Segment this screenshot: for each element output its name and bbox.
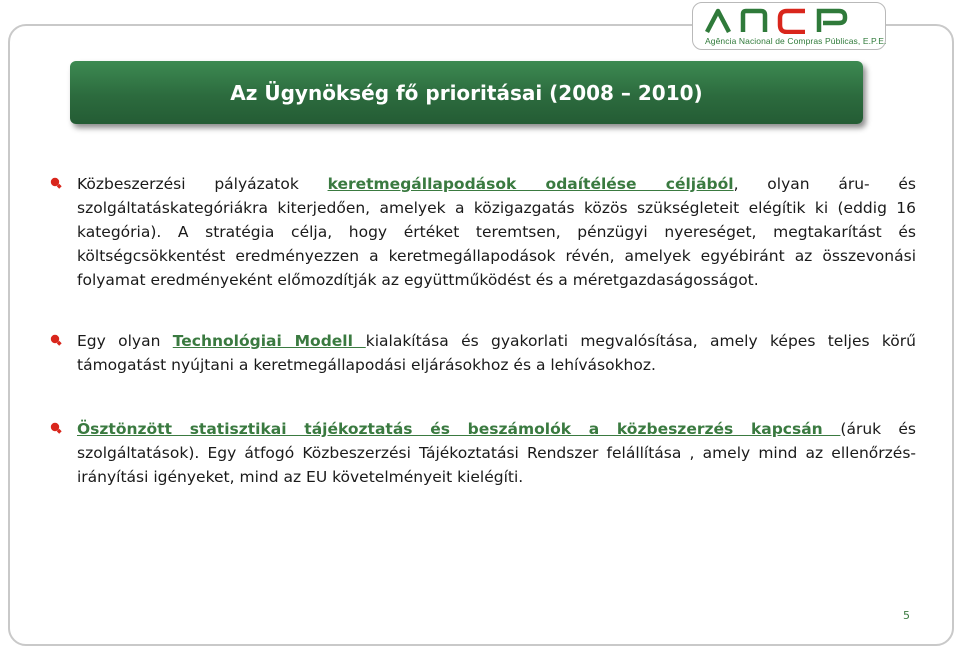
bullet-item xyxy=(50,172,916,292)
statistics-reporting-link[interactable]: Ösztönzött statisztikai tájékoztatás és beszámolók a közbeszerzés kapcsán xyxy=(77,420,841,438)
form-code-label xyxy=(0,549,1,585)
bullet-text-post: , olyan áru- és szolgáltatáskategóriákra kiterjedően, amelyek a közigazgatás közös szükségleteit elégítik ki (eddig 16 kategória). A stratégia célja, hogy értéket teremtsen, pénzügyi nyereséget, megtakarítást és költségcsökkentést eredményezzen a keretmegállapodások révén, amelyek egyébiránt az összevonási folyamat eredményeként előmozdítják az együttműködést és a méretgazdaságosságot. xyxy=(77,175,916,289)
ancp-wordmark-icon xyxy=(703,8,875,34)
bullet-text xyxy=(77,172,916,292)
bullet-icon xyxy=(50,422,62,434)
bullet-icon xyxy=(50,334,62,346)
framework-agreements-link[interactable]: keretmegállapodások odaítélése céljából xyxy=(327,175,734,193)
title-bar xyxy=(70,61,863,124)
bullet-text xyxy=(77,329,916,377)
bullet-item xyxy=(50,329,916,377)
slide-title: Az Ügynökség fő prioritásai (2008 – 2010) xyxy=(230,80,703,105)
bullet-icon xyxy=(50,177,62,189)
logo-subtitle: Agência Nacional de Compras Públicas, E.P.E. xyxy=(705,36,887,46)
bullet-text xyxy=(77,417,916,489)
technology-model-link[interactable]: Technológiai Modell xyxy=(172,332,366,350)
bullet-text-post: kialakítása és gyakorlati megvalósítása, amely képes teljes körű támogatást nyújtani a keretmegállapodási eljárásokhoz és a lehívásokhoz. xyxy=(77,332,916,374)
page-number: 5 xyxy=(903,609,910,622)
bullet-list xyxy=(50,172,916,489)
bullet-text-pre: Közbeszerzési pályázatok xyxy=(77,175,328,193)
ancp-logo xyxy=(692,2,886,50)
bullet-item xyxy=(50,417,916,489)
bullet-text-post: (áruk és szolgáltatások). Egy átfogó Közbeszerzési Tájékoztatási Rendszer felállítása , amely mind az ellenőrzés-irányítási igényeket, mind az EU követelményeit kielégíti. xyxy=(77,420,916,486)
bullet-text-pre: Egy olyan xyxy=(77,332,173,350)
